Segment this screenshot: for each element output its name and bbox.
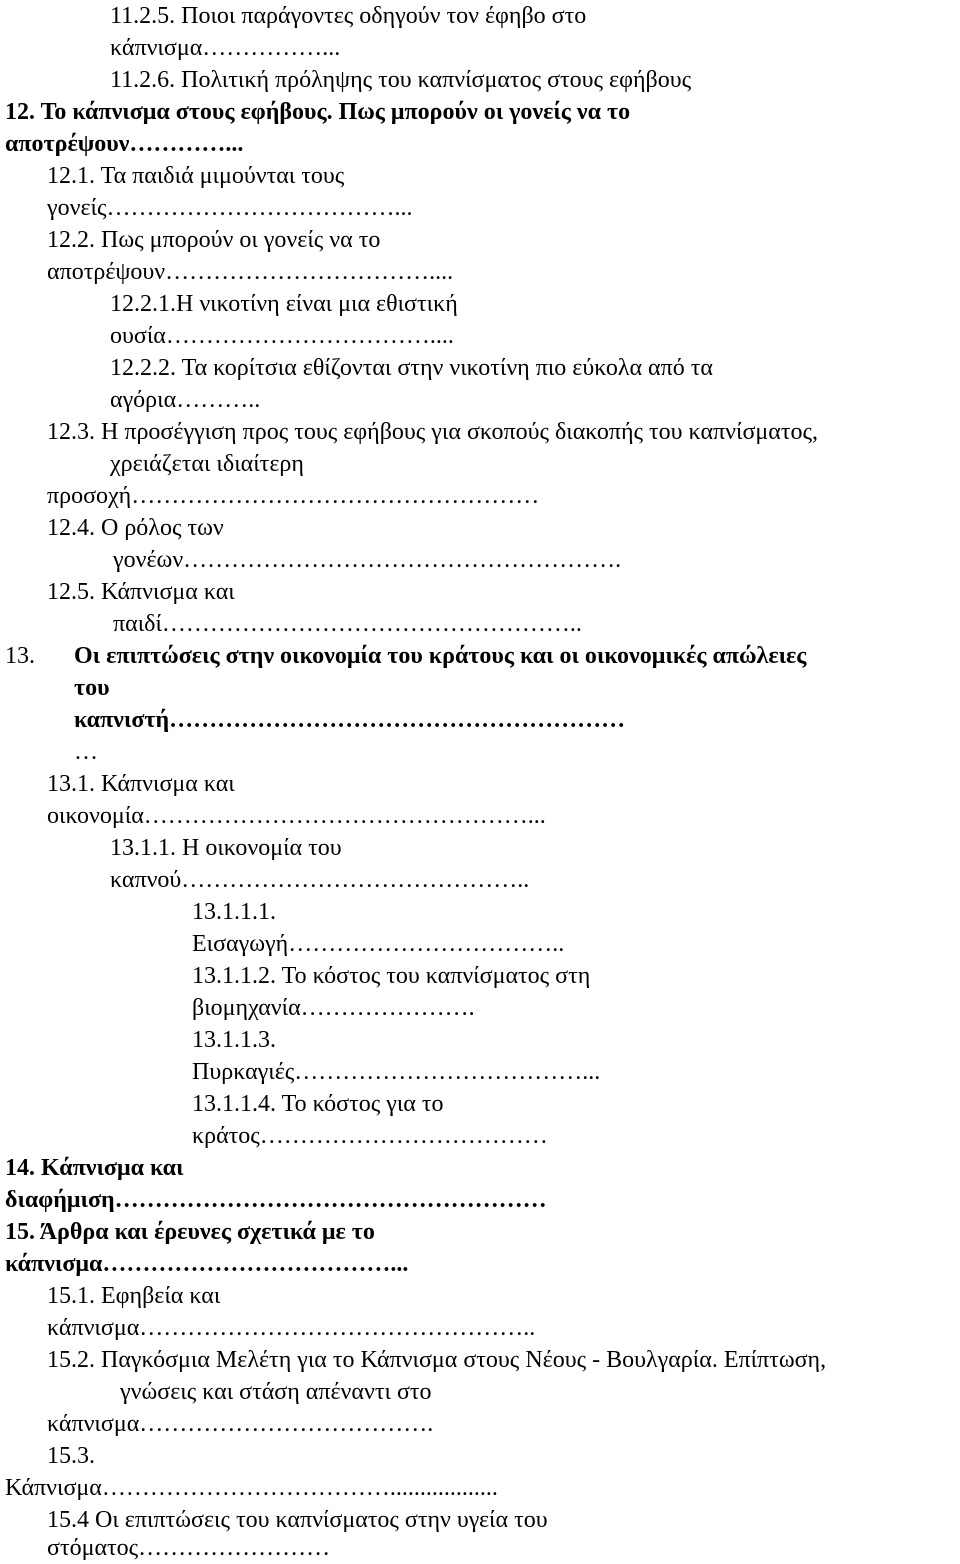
toc-line: Πυρκαγιές………………………………... — [192, 1059, 601, 1085]
toc-line: 13.1. Κάπνισμα και — [47, 771, 235, 797]
toc-line: 12.3. Η προσέγγιση προς τους εφήβους για σκοπούς διακοπής του καπνίσματος, — [47, 419, 818, 445]
toc-line: 14. Κάπνισμα και — [5, 1155, 184, 1181]
toc-line: στόματος…………………… — [47, 1535, 331, 1561]
toc-line: 12.4. Ο ρόλος των — [47, 515, 224, 541]
toc-line: γνώσεις και στάση απέναντι στο — [120, 1379, 432, 1405]
toc-line: 12.2. Πως μπορούν οι γονείς να το — [47, 227, 381, 253]
toc-line: 12.2.2. Τα κορίτσια εθίζονται στην νικοτίνη πιο εύκολα από τα — [110, 355, 713, 381]
toc-line: κάπνισμα………………………………... — [5, 1251, 409, 1277]
toc-line: ουσία…………………………….... — [110, 323, 454, 349]
toc-line: βιομηχανία…………………. — [192, 995, 475, 1021]
toc-line: κάπνισμα……………... — [110, 35, 341, 61]
toc-line: … — [74, 739, 98, 765]
toc-line: 13.1.1.4. Το κόστος για το — [192, 1091, 444, 1117]
toc-line: 13. — [5, 643, 35, 669]
toc-line: καπνού…………………………………….. — [110, 867, 530, 893]
toc-line: Εισαγωγή…………………………….. — [192, 931, 565, 957]
toc-line: χρειάζεται ιδιαίτερη — [110, 451, 304, 477]
toc-line: γονείς………………………………... — [47, 195, 413, 221]
toc-line: κάπνισμα………………………………. — [47, 1411, 434, 1437]
toc-line: 15.2. Παγκόσμια Μελέτη για το Κάπνισμα στους Νέους - Βουλγαρία. Επίπτωση, — [47, 1347, 827, 1373]
toc-line: κάπνισμα………………………………………….. — [47, 1315, 536, 1341]
toc-line: 13.1.1.2. Το κόστος του καπνίσματος στη — [192, 963, 591, 989]
toc-line: διαφήμιση……………………………………………… — [5, 1187, 547, 1213]
toc-line: 11.2.5. Ποιοι παράγοντες οδηγούν τον έφηβο στο — [110, 3, 587, 29]
toc-line: 15.1. Εφηβεία και — [47, 1283, 221, 1309]
toc-line: 15. Άρθρα και έρευνες σχετικά με το — [5, 1219, 375, 1245]
toc-line: 12. Το κάπνισμα στους εφήβους. Πως μπορούν οι γονείς να το — [5, 99, 631, 125]
toc-line: καπνιστή………………………………………………… — [74, 707, 626, 733]
toc-line: αποτρέψουν…………………………….... — [47, 259, 454, 285]
toc-line: 13.1.1.1. — [192, 899, 276, 925]
toc-line: αγόρια……….. — [110, 387, 261, 413]
toc-line: προσοχή…………………………………………… — [47, 483, 540, 509]
toc-line: του — [74, 675, 110, 701]
toc-line: αποτρέψουν…………... — [5, 131, 244, 157]
toc-line: 13.1.1.3. — [192, 1027, 276, 1053]
toc-line: γονέων………………………………………………. — [113, 547, 622, 573]
toc-line: 12.5. Κάπνισμα και — [47, 579, 235, 605]
toc-line: 13.1.1. Η οικονομία του — [110, 835, 342, 861]
toc-line: οικονομία…………………………………………... — [47, 803, 546, 829]
toc-line: Κάπνισμα……………………………….................. — [5, 1475, 498, 1501]
toc-line: 11.2.6. Πολιτική πρόληψης του καπνίσματος στους εφήβους — [110, 67, 692, 93]
toc-line: Οι επιπτώσεις στην οικονομία του κράτους και οι οικονομικές απώλειες — [74, 643, 807, 669]
toc-line: 15.3. — [47, 1443, 95, 1469]
toc-line: 12.2.1.Η νικοτίνη είναι μια εθιστική — [110, 291, 458, 317]
toc-line: παιδί…………………………………………….. — [113, 611, 582, 637]
toc-line: 12.1. Τα παιδιά μιμούνται τους — [47, 163, 345, 189]
toc-line: 15.4 Οι επιπτώσεις του καπνίσματος στην υγεία του — [47, 1507, 548, 1533]
toc-line: κράτος……………………………… — [192, 1123, 548, 1149]
